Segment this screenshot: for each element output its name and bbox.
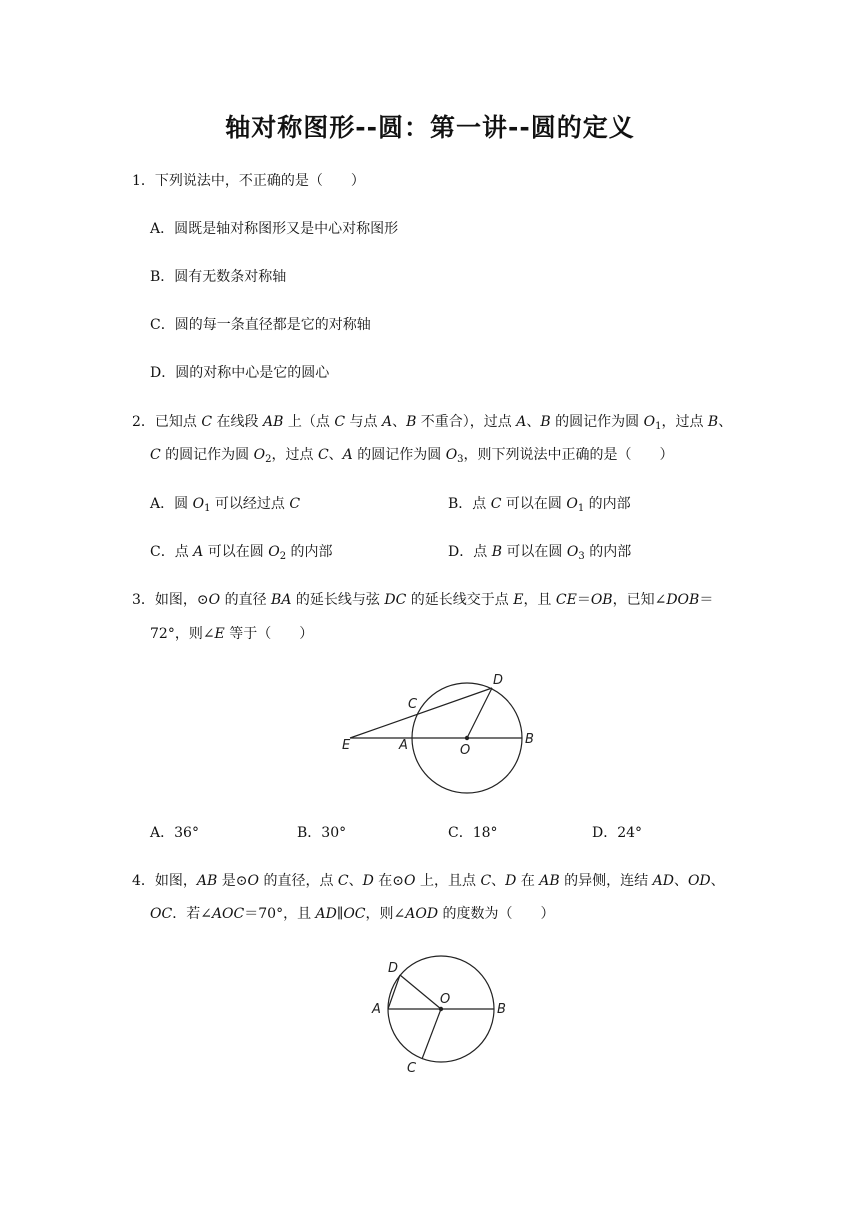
question-3-stem-line-2: 72°，则∠E 等于（ ） bbox=[150, 626, 314, 642]
q1-option-c: C．圆的每一条直径都是它的对称轴 bbox=[150, 317, 371, 333]
label-o: O bbox=[440, 992, 451, 1007]
question-4-stem-line-2: OC．若∠AOC＝70°，且 AD∥OC，则∠AOD 的度数为（ ） bbox=[150, 906, 555, 922]
question-4-figure bbox=[362, 950, 522, 1080]
label-b: B bbox=[497, 1002, 506, 1017]
q3-option-a: A．36° bbox=[150, 825, 199, 841]
label-c: C bbox=[407, 1061, 417, 1076]
q2-option-a: A．圆 $O_1$ 可以经过点 C bbox=[150, 496, 301, 514]
label-a: A bbox=[372, 1002, 381, 1017]
q1-option-b: B．圆有无数条对称轴 bbox=[150, 269, 287, 285]
line-o-c bbox=[422, 1009, 441, 1059]
center-dot bbox=[465, 736, 469, 740]
q1-option-d: D．圆的对称中心是它的圆心 bbox=[150, 365, 330, 381]
line-o-d bbox=[400, 975, 441, 1009]
question-4-stem-line-1: 4．如图，AB 是⊙O 的直径，点 C、D 在⊙O 上，且点 C、D 在 AB 的异侧，连结 AD、OD、 bbox=[132, 873, 725, 889]
question-1-stem bbox=[132, 171, 365, 191]
label-d: D bbox=[493, 673, 504, 688]
label-o: O bbox=[460, 743, 471, 758]
question-3-stem-line-1: 3．如图，⊙O 的直径 BA 的延长线与弦 DC 的延长线交于点 E，且 CE＝OB，已知∠DOB＝ bbox=[132, 592, 714, 608]
question-text: 下列说法中，不正确的是（ ） bbox=[154, 173, 365, 189]
q2-option-c: C．点 A 可以在圆 $O_2$ 的内部 bbox=[150, 544, 333, 562]
page-title: 轴对称图形--圆：第一讲--圆的定义 bbox=[225, 113, 635, 142]
q2-option-d: D．点 B 可以在圆 $O_3$ 的内部 bbox=[448, 544, 632, 562]
q3-option-b: B．30° bbox=[297, 825, 347, 841]
question-2-stem-line-1: 2．已知点 C 在线段 AB 上（点 C 与点 A、B 不重合），过点 A、B 的圆记作为圆 $O_1$，过点 B、 bbox=[132, 414, 733, 432]
question-number: 1． bbox=[132, 173, 155, 189]
label-d: D bbox=[388, 961, 399, 976]
question-3-figure bbox=[330, 665, 550, 795]
line-a-d bbox=[388, 975, 400, 1009]
label-e: E bbox=[342, 738, 351, 753]
q2-option-b: B．点 C 可以在圆 $O_1$ 的内部 bbox=[448, 496, 631, 514]
label-a: A bbox=[399, 738, 408, 753]
q3-option-c: C．18° bbox=[448, 825, 498, 841]
center-dot bbox=[439, 1007, 443, 1011]
label-b: B bbox=[525, 732, 534, 747]
question-2-stem-line-2: C 的圆记作为圆 $O_2$，过点 C、A 的圆记作为圆 $O_3$，则下列说法中正确的是（ ） bbox=[150, 447, 674, 465]
q3-option-d: D．24° bbox=[592, 825, 643, 841]
label-c: C bbox=[408, 697, 418, 712]
q1-option-a: A．圆既是轴对称图形又是中心对称图形 bbox=[150, 221, 399, 237]
